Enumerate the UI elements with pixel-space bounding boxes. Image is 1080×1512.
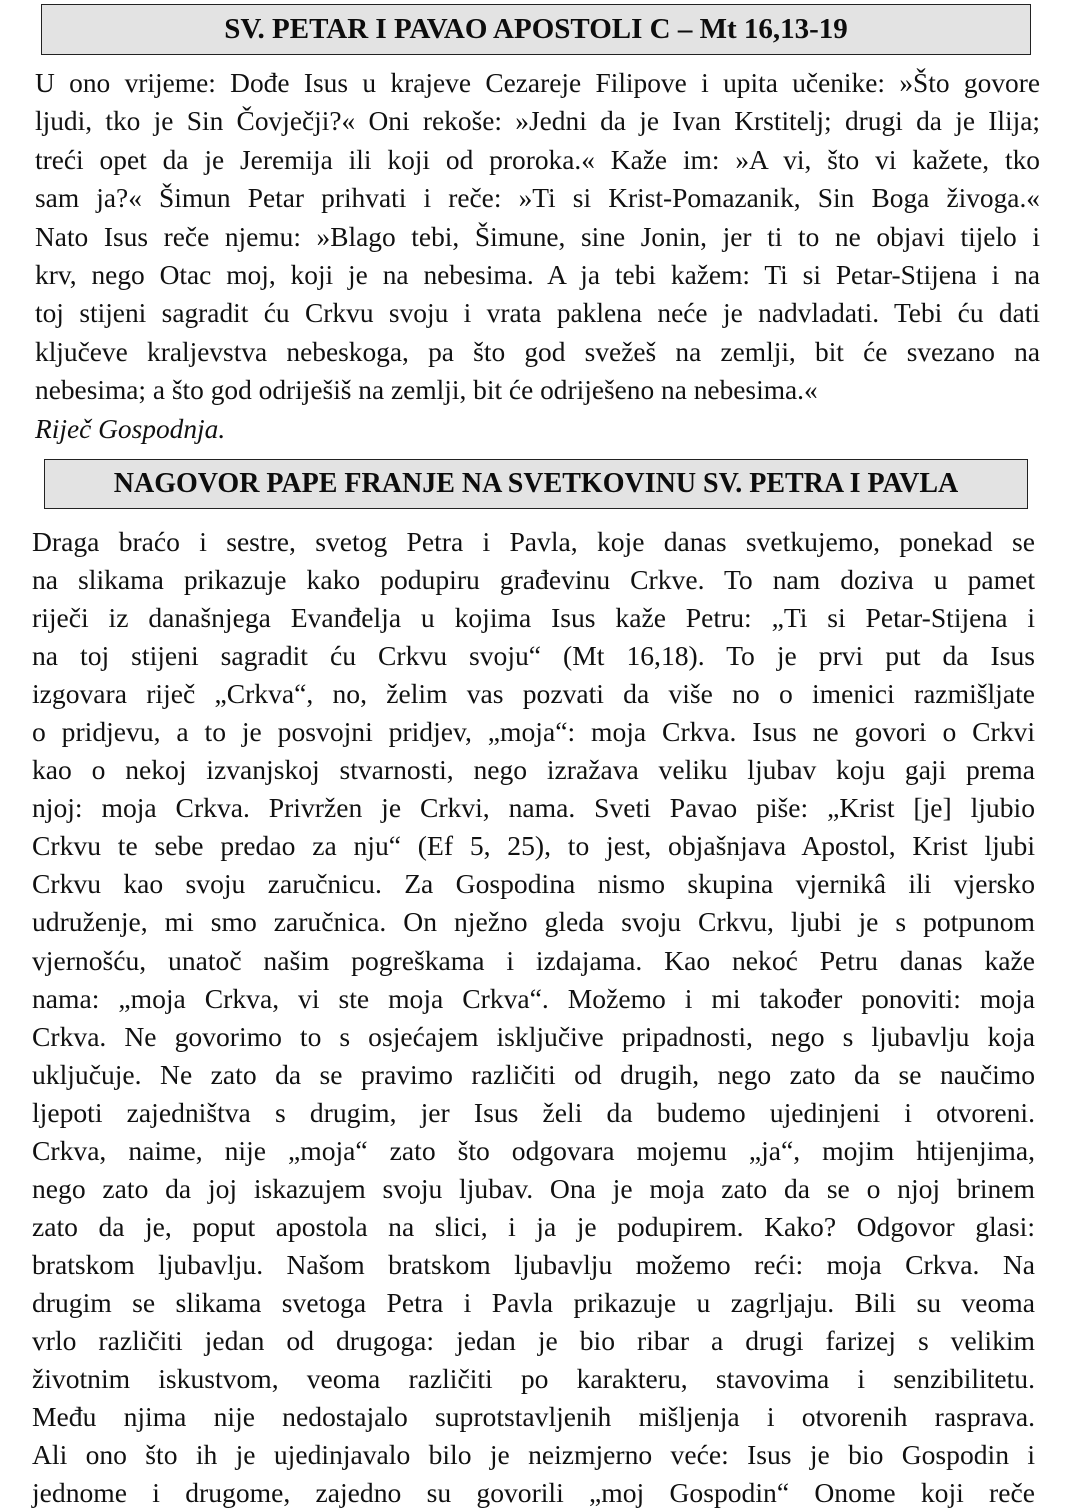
homily-text [32,523,1035,1512]
gospel-line: sam ja?« Šimun Petar prihvati i reče: »Ti si Krist-Pomazanik, Sin Boga živoga.« [35,183,1040,214]
gospel-line: toj stijeni sagradit ću Crkvu svoju i vrata paklena neće je nadvladati. Tebi ću dati [35,298,1040,329]
homily-line: jednome i drugome, zajedno su govorili „moj Gospodin“ Onome koji reče [32,1477,1035,1509]
homily-line: Crkvu te sebe predao za nju“ (Ef 5, 25), to jest, objašnjava Apostol, Krist ljubi [32,830,1035,862]
homily-line: o pridjevu, a to je posvojni pridjev, „moja“: moja Crkva. Isus ne govori o Crkvi [32,716,1035,748]
homily-line: nego zato da joj iskazujem svoju ljubav. Ona je moja zato da se o njoj brinem [32,1172,1035,1204]
gospel-line: nebesima; a što god odriješiš na zemlji, bit će odriješeno na nebesima.« [35,375,818,406]
homily-line: kao o nekoj izvanjskoj stvarnosti, nego izražava veliku ljubav koju gaji prema [32,754,1035,786]
homily-line: ljepoti zajedništva s drugim, jer Isus želi da budemo ujedinjeni i otvoreni. [32,1096,1035,1128]
gospel-line: krv, nego Otac moj, koji je na nebesima. A ja tebi kažem: Ti si Petar-Stijena i na [35,259,1040,290]
homily-heading: NAGOVOR PAPE FRANJE NA SVETKOVINU SV. PETRA I PAVLA [44,459,1028,509]
homily-line: Crkva, naime, nije „moja“ zato što odgovara mojemu „ja“, mojim htijenjima, [32,1134,1035,1166]
gospel-text [35,64,1040,448]
gospel-line: Nato Isus reče njemu: »Blago tebi, Šimune, sine Jonin, jer ti to ne objavi tijelo i [35,221,1040,252]
homily-line: na toj stijeni sagradit ću Crkvu svoju“ (Mt 16,18). To je prvi put da Isus [32,640,1035,672]
homily-line: Crkvu kao svoju zaručnicu. Za Gospodina nismo skupina vjernikâ ili vjersko [32,868,1035,900]
homily-line: njoj: moja Crkva. Privržen je Crkvi, nama. Sveti Pavao piše: „Krist [je] ljubio [32,792,1035,824]
homily-line: bratskom ljubavlju. Našom bratskom ljubavlju možemo reći: moja Crkva. Na [32,1248,1035,1280]
homily-line: životnim iskustvom, veoma različiti po karakteru, stavovima i senzibilitetu. [32,1363,1035,1395]
homily-line: Među njima nije nedostajalo suprotstavljenih mišljenja i otvorenih rasprava. [32,1401,1035,1433]
homily-line: Ali ono što ih je ujedinjavalo bilo je neizmjerno veće: Isus je bio Gospodin i [32,1439,1035,1471]
homily-line: riječi iz današnjega Evanđelja u kojima Isus kaže Petru: „Ti si Petar-Stijena i [32,602,1035,634]
homily-line: uključuje. Ne zato da se pravimo različiti od drugih, nego zato da se naučimo [32,1058,1035,1090]
homily-line: vrlo različiti jedan od drugoga: jedan je bio ribar a drugi farizej s velikim [32,1324,1035,1356]
homily-line: drugim se slikama svetoga Petra i Pavla prikazuje u zagrljaju. Bili su veoma [32,1286,1035,1318]
gospel-line: ključeve kraljevstva nebeskoga, pa što god svežeš na zemlji, bit će svezano na [35,336,1040,367]
homily-line: vjernošću, unatoč našim pogreškama i izdajama. Kao nekoć Petru danas kaže [32,944,1035,976]
homily-line: zato da je, poput apostola na slici, i ja je podupirem. Kako? Odgovor glasi: [32,1210,1035,1242]
homily-line: Draga braćo i sestre, svetog Petra i Pavla, koje danas svetkujemo, ponekad se [32,526,1035,557]
homily-line: nama: „moja Crkva, vi ste moja Crkva“. Možemo i mi također ponoviti: moja [32,982,1035,1014]
gospel-line: ljudi, tko je Sin Čovječji?« Oni rekoše: »Jedni da je Ivan Krstitelj; drugi da je Ilija; [35,106,1040,137]
homily-line: na slikama prikazuje kako podupiru građevinu Crkve. To nam doziva u pamet [32,564,1035,596]
homily-line: udruženje, mi smo zaručnica. On nježno gleda svoju Crkvu, ljubi je s potpunom [32,906,1035,938]
gospel-line: treći opet da je Jeremija ili koji od proroka.« Kaže im: »A vi, što vi kažete, tko [35,144,1040,175]
homily-line: izgovara riječ „Crkva“, no, želim vas pozvati da više no o imenici razmišljate [32,678,1035,710]
homily-line: Crkva. Ne govorimo to s osjećajem isključive pripadnosti, nego s ljubavlju koja [32,1020,1035,1052]
gospel-closing: Riječ Gospodnja. [35,413,226,444]
gospel-line: U ono vrijeme: Dođe Isus u krajeve Cezareje Filipove i upita učenike: »Što govore [35,68,1040,98]
gospel-heading: SV. PETAR I PAVAO APOSTOLI C – Mt 16,13-19 [41,4,1031,55]
